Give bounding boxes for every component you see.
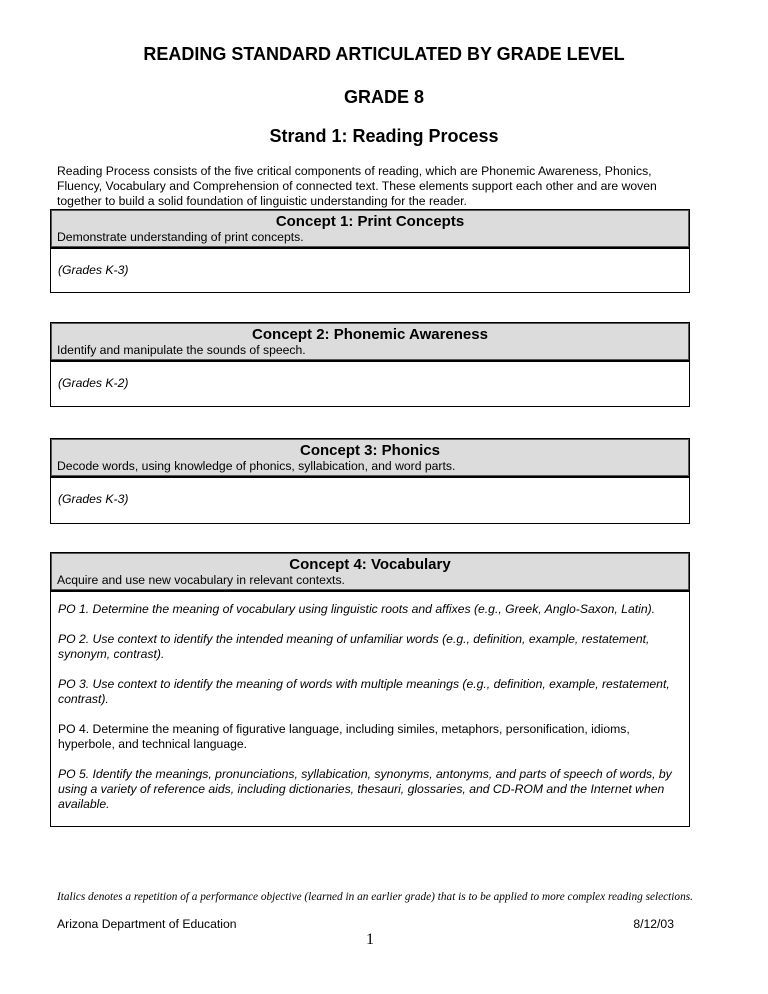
concept-title: Concept 4: Vocabulary	[289, 556, 451, 573]
concept-body	[51, 362, 689, 401]
concept-body	[51, 592, 689, 822]
grade-range-note: (Grades K-2)	[58, 376, 129, 390]
intro-paragraph: Reading Process consists of the five critical components of reading, which are Phonemic Awareness, Phonics, Fluency, Vocabulary and Comprehension of connected text. These elements support each other and are woven together to build a solid foundation of linguistic understanding for the reader.	[57, 164, 657, 208]
concept-title: Concept 3: Phonics	[299, 442, 441, 459]
concept-header	[51, 553, 689, 592]
concept-header	[51, 323, 689, 362]
page-title: READING STANDARD ARTICULATED BY GRADE LEVEL	[143, 44, 625, 64]
footer-organization: Arizona Department of Education	[57, 917, 237, 931]
concept-description: Identify and manipulate the sounds of speech.	[57, 343, 306, 357]
concept-box-phonemic-awareness	[50, 322, 690, 407]
concept-description: Acquire and use new vocabulary in relevant contexts.	[57, 573, 345, 587]
concept-title: Concept 1: Print Concepts	[275, 213, 465, 230]
grade-range-note: (Grades K-3)	[58, 263, 129, 277]
concept-box-print-concepts	[50, 209, 690, 293]
concept-title: Concept 2: Phonemic Awareness	[252, 326, 488, 343]
grade-range-note: (Grades K-3)	[58, 492, 129, 506]
performance-objective: PO 4. Determine the meaning of figurative language, including similes, metaphors, personification, idioms, hyperbole, and technical language.	[58, 722, 630, 751]
concept-description: Decode words, using knowledge of phonics, syllabication, and word parts.	[57, 459, 456, 473]
performance-objective: PO 5. Identify the meanings, pronunciations, syllabication, synonyms, antonyms, and parts of speech of words, by using a variety of reference aids, including dictionaries, thesauri, glossaries, and CD-ROM and the Internet when available.	[58, 767, 672, 811]
concept-body	[51, 478, 689, 517]
performance-objective: PO 1. Determine the meaning of vocabulary using linguistic roots and affixes (e.g., Greek, Anglo-Saxon, Latin).	[58, 602, 656, 616]
concept-description: Demonstrate understanding of print concepts.	[57, 230, 304, 244]
performance-objective: PO 3. Use context to identify the meaning of words with multiple meanings (e.g., definition, example, restatement, contrast).	[58, 677, 670, 706]
strand-heading: Strand 1: Reading Process	[269, 126, 499, 146]
grade-heading: GRADE 8	[343, 87, 424, 107]
concept-header	[51, 439, 689, 478]
performance-objective: PO 2. Use context to identify the intended meaning of unfamiliar words (e.g., definition, example, restatement, synonym, contrast).	[58, 632, 650, 661]
concept-body	[51, 249, 689, 288]
footer-date: 8/12/03	[633, 917, 674, 931]
italics-footnote: Italics denotes a repetition of a performance objective (learned in an earlier grade) that is to be applied to more complex reading selections.	[57, 891, 693, 903]
page-number: 1	[366, 931, 374, 948]
concept-box-phonics	[50, 438, 690, 524]
concept-box-vocabulary	[50, 552, 690, 827]
concept-header	[51, 210, 689, 249]
